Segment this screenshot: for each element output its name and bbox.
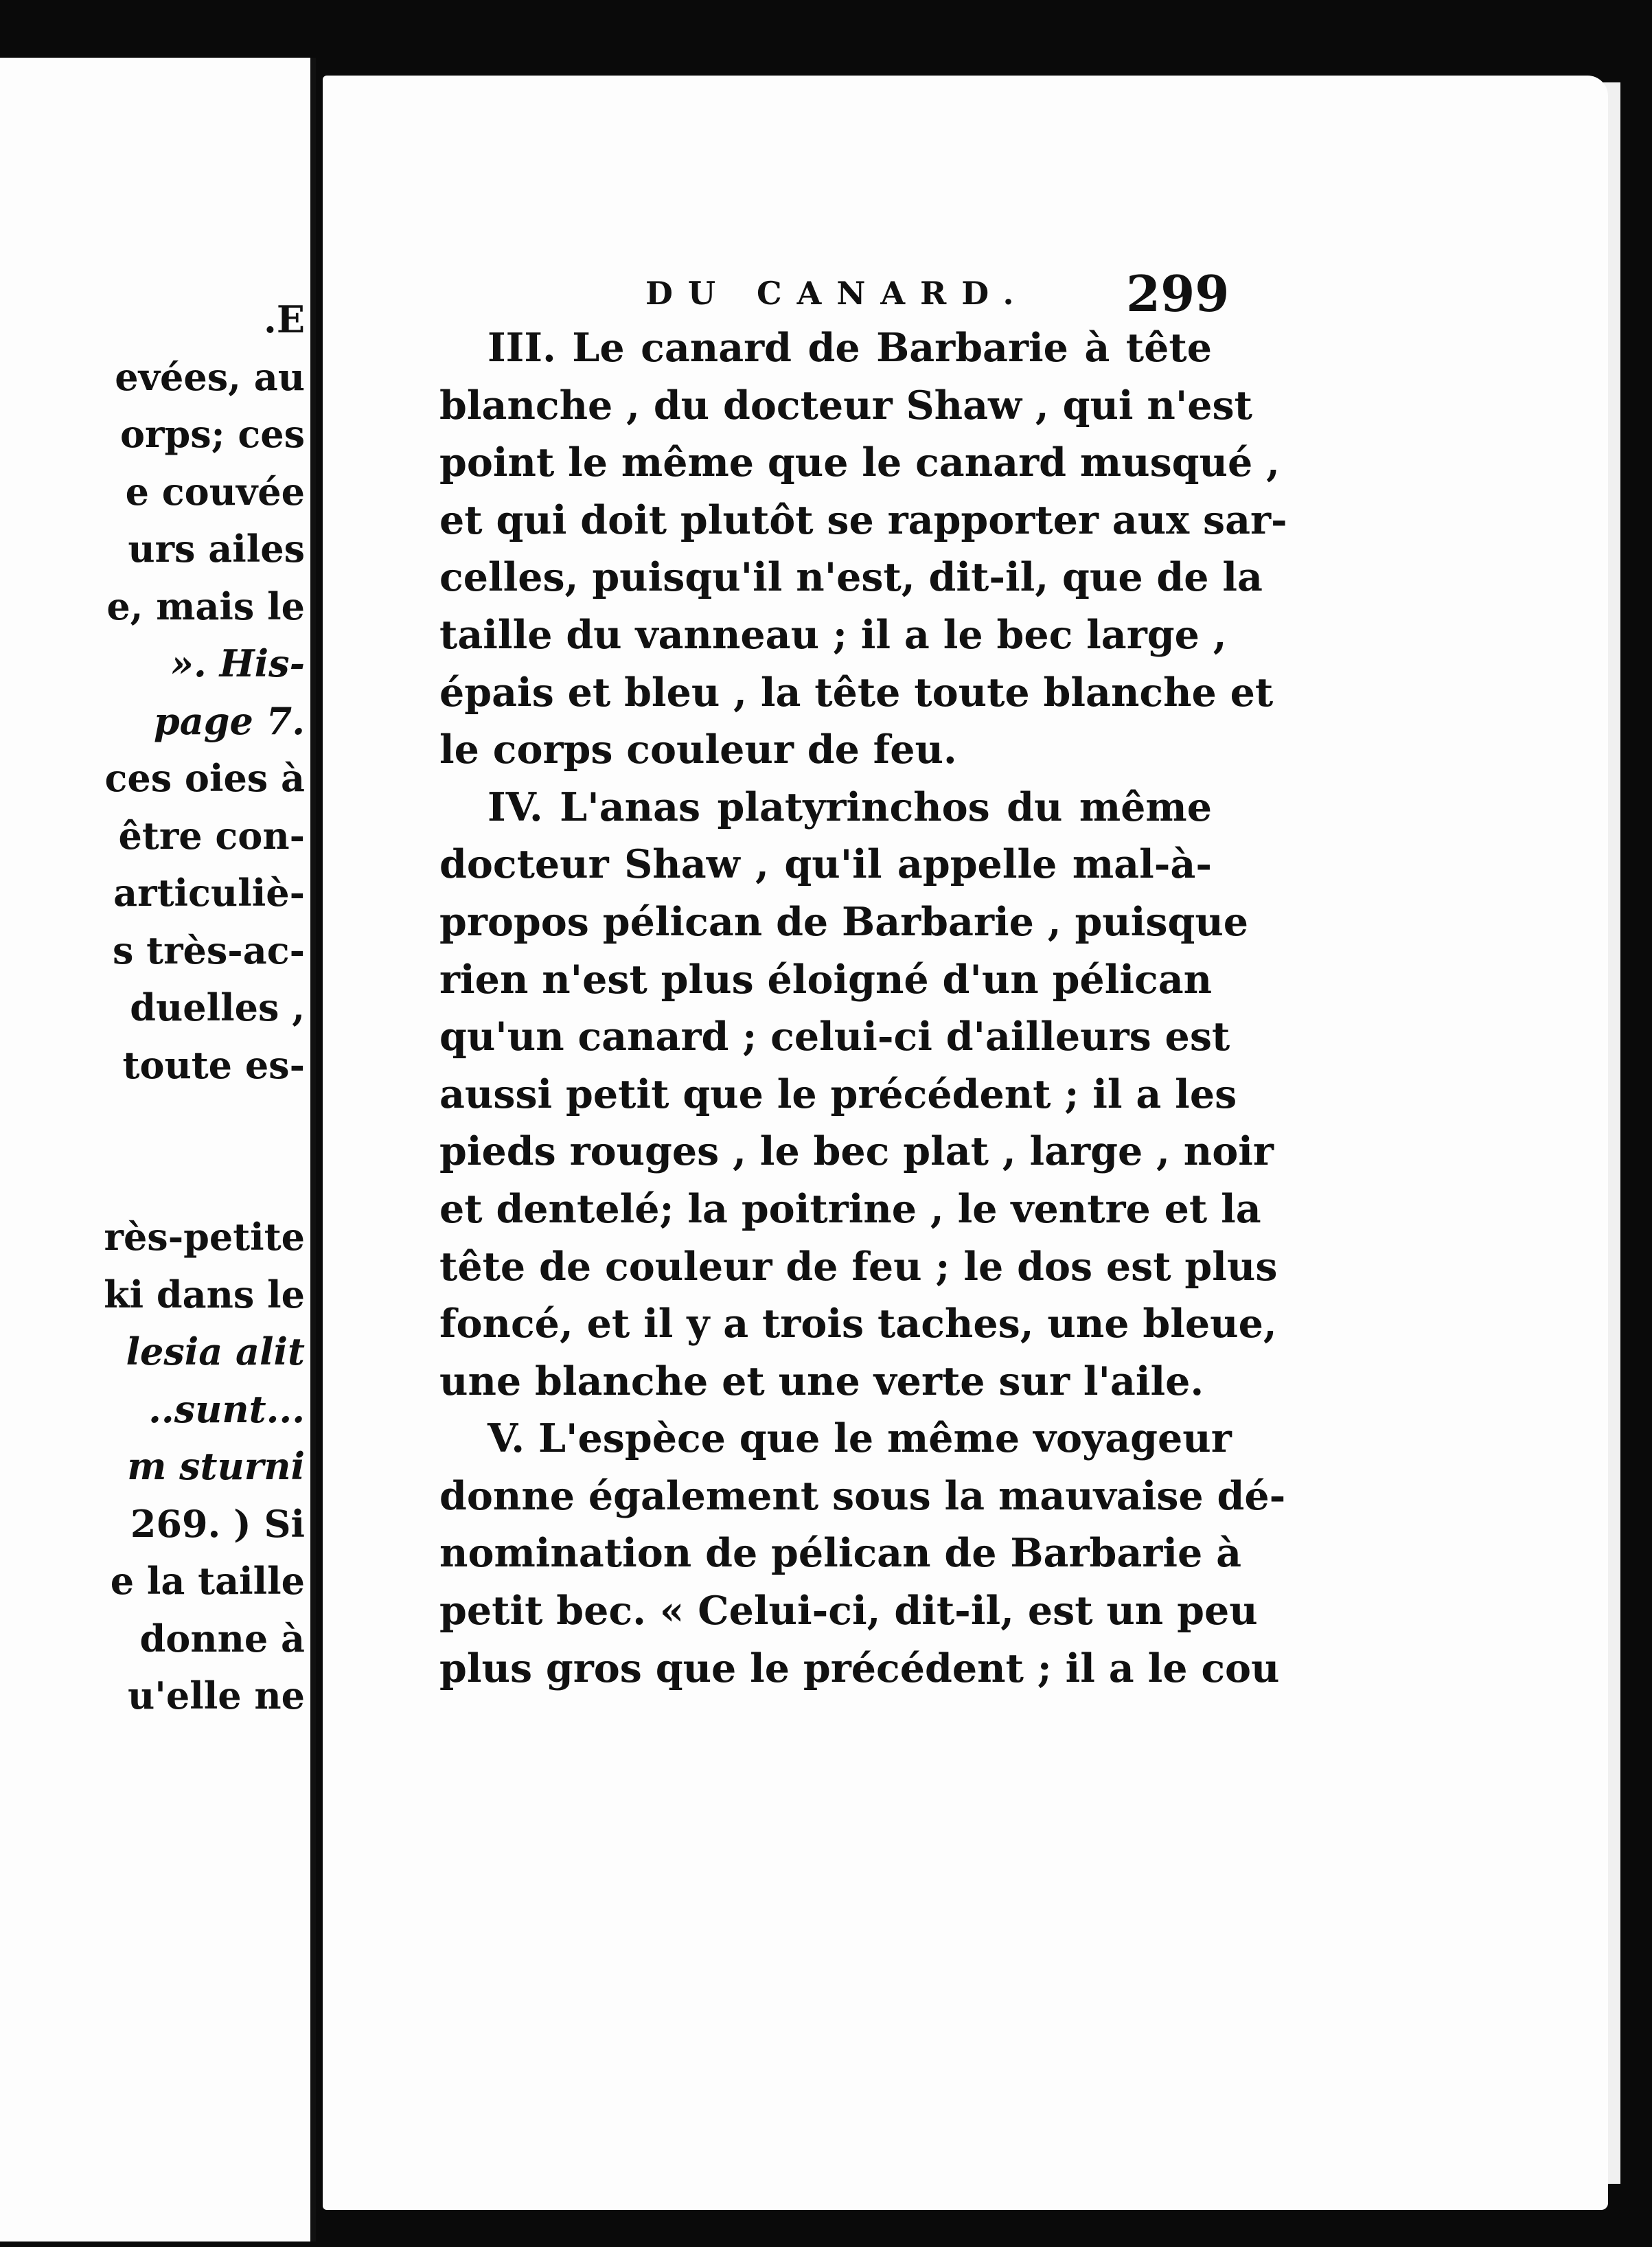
right-page-body [439,319,1287,1697]
paragraph-line: propos pélican de Barbarie , puisque [439,898,1249,945]
running-head: DU CANARD. [645,275,1029,312]
paragraph-line: épais et bleu , la tête toute blanche et [439,669,1274,716]
left-line: duelles , [130,985,305,1029]
left-line: ces oies à [104,756,305,800]
paragraph-line: nomination de pélican de Barbarie à [439,1530,1242,1577]
left-line [3,1152,305,1209]
left-line: orps; ces [120,412,305,456]
left-page-text-column [3,291,305,1725]
paragraph-line: pieds rouges , le bec plat , large , noir [439,1128,1274,1175]
left-line: evées, au [115,354,305,399]
left-line: articuliè- [113,871,305,915]
paragraph-line: plus gros que le précédent ; il a le cou [439,1645,1280,1691]
paragraph-line: III. Le canard de Barbarie à tête [487,325,1212,371]
left-line: rès-petite [104,1215,305,1259]
paragraph-line: une blanche et une verte sur l'aile. [439,1358,1204,1404]
left-line: e couvée [125,469,305,514]
left-line: .E [264,297,305,341]
left-line: ki dans le [104,1272,305,1316]
paragraph-line: donne également sous la mauvaise dé- [439,1472,1286,1519]
left-page [0,58,316,2242]
left-line: 269. ) Si [130,1501,305,1546]
left-line: toute es- [122,1042,305,1087]
paragraph-line: et qui doit plutôt se rapporter aux sar- [439,497,1287,543]
paragraph-line: qu'un canard ; celui-ci d'ailleurs est [439,1014,1230,1060]
paragraph-line: IV. L'anas platyrinchos du même [487,784,1212,830]
paragraph-line: et dentelé; la poitrine , le ventre et la [439,1185,1261,1232]
left-line: e, mais le [106,584,305,628]
left-line: ..sunt... [148,1387,305,1431]
paragraph-line: petit bec. « Celui-ci, dit-il, est un peu [439,1588,1258,1634]
left-line: page 7. [153,698,305,743]
paragraph-line: le corps couleur de feu. [439,727,957,773]
paragraph-line: docteur Shaw , qu'il appelle mal-à- [439,841,1212,888]
paragraph-line: celles, puisqu'il n'est, dit-il, que de la [439,554,1263,601]
paragraph-line: aussi petit que le précédent ; il a les [439,1071,1237,1117]
left-line: lesia alit [126,1330,305,1373]
paragraph-line: foncé, et il y a trois taches, une bleue, [439,1301,1277,1347]
left-line: donne à [139,1616,305,1661]
left-line: être con- [118,813,305,858]
paragraph-line: V. L'espèce que le même voyageur [487,1415,1232,1462]
left-line: e la taille [110,1559,305,1603]
paragraph-line: taille du vanneau ; il a le bec large , [439,611,1227,658]
left-line: ». His- [170,641,305,685]
page-number: 299 [1126,264,1230,323]
left-line: s très-ac- [112,928,305,972]
paragraph-line: rien n'est plus éloigné d'un pélican [439,956,1213,1003]
paragraph-line: tête de couleur de feu ; le dos est plus [439,1243,1278,1290]
paragraph-line: point le même que le canard musqué , [439,440,1280,486]
left-line: u'elle ne [128,1674,305,1718]
left-line: m sturni [127,1444,305,1488]
left-line [3,1094,305,1152]
paragraph-line: blanche , du docteur Shaw , qui n'est [439,382,1252,429]
left-line: urs ailes [128,527,305,571]
